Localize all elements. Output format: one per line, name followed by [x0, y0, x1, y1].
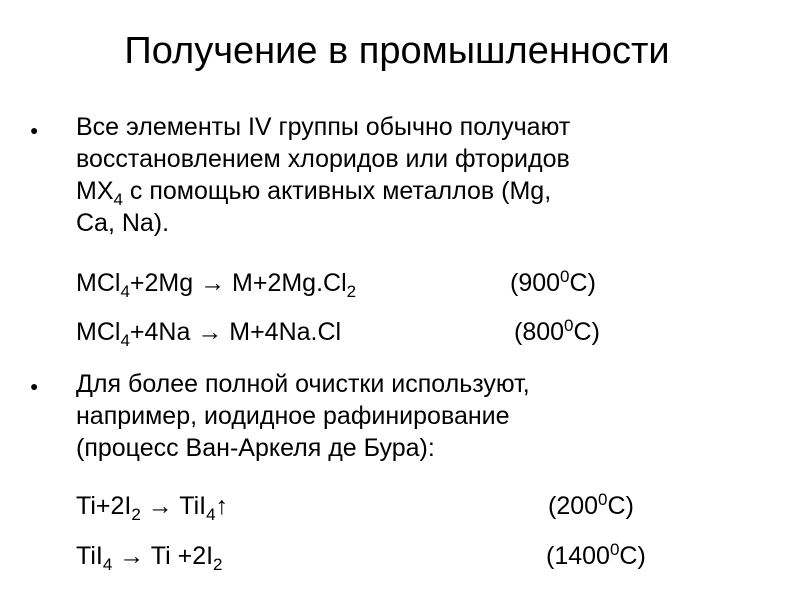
- equation-2: MCl$_4$+4Na → M+4Na.Cl: [76, 318, 342, 350]
- slide-title: Получение в промышленности: [124, 30, 670, 72]
- equation-4-temperature: (1400$^0$C): [546, 540, 646, 570]
- bullet-2: ●: [30, 378, 39, 394]
- p2-line-1: Для более полной очистки используют,: [76, 370, 530, 398]
- equation-3-temperature: $(200^0C)$: [548, 490, 634, 520]
- paragraph-2: [76, 368, 736, 464]
- p1-line-2: восстановлением хлоридов или фторидов: [76, 145, 570, 173]
- p2-line-2: например, иодидное рафинирование: [76, 402, 510, 430]
- equation-4: $TiI_4 \to Ti +2I_2$: [76, 542, 223, 574]
- equation-1: $MCl_4+2Mg \to M+2Mg.Cl_2$: [76, 269, 357, 301]
- bullet-1: ●: [30, 122, 39, 138]
- p1-line-3: $MX_4$ с помощью активных металлов (Mg,: [76, 177, 552, 209]
- equation-1-temperature: $(900^0C)$: [510, 267, 596, 297]
- equation-3: $Ti+2I_2$ → TiI$_4$↑: [76, 492, 229, 524]
- p1-line-4: Ca, Na).: [76, 209, 170, 237]
- p1-line-1: Все элементы IV группы обычно получают: [76, 113, 571, 141]
- p2-line-3: (процесс Ван-Аркеля де Бура):: [76, 434, 435, 462]
- paragraph-1: [76, 111, 736, 239]
- equation-2-temperature: $(800^0C)$: [514, 316, 600, 346]
